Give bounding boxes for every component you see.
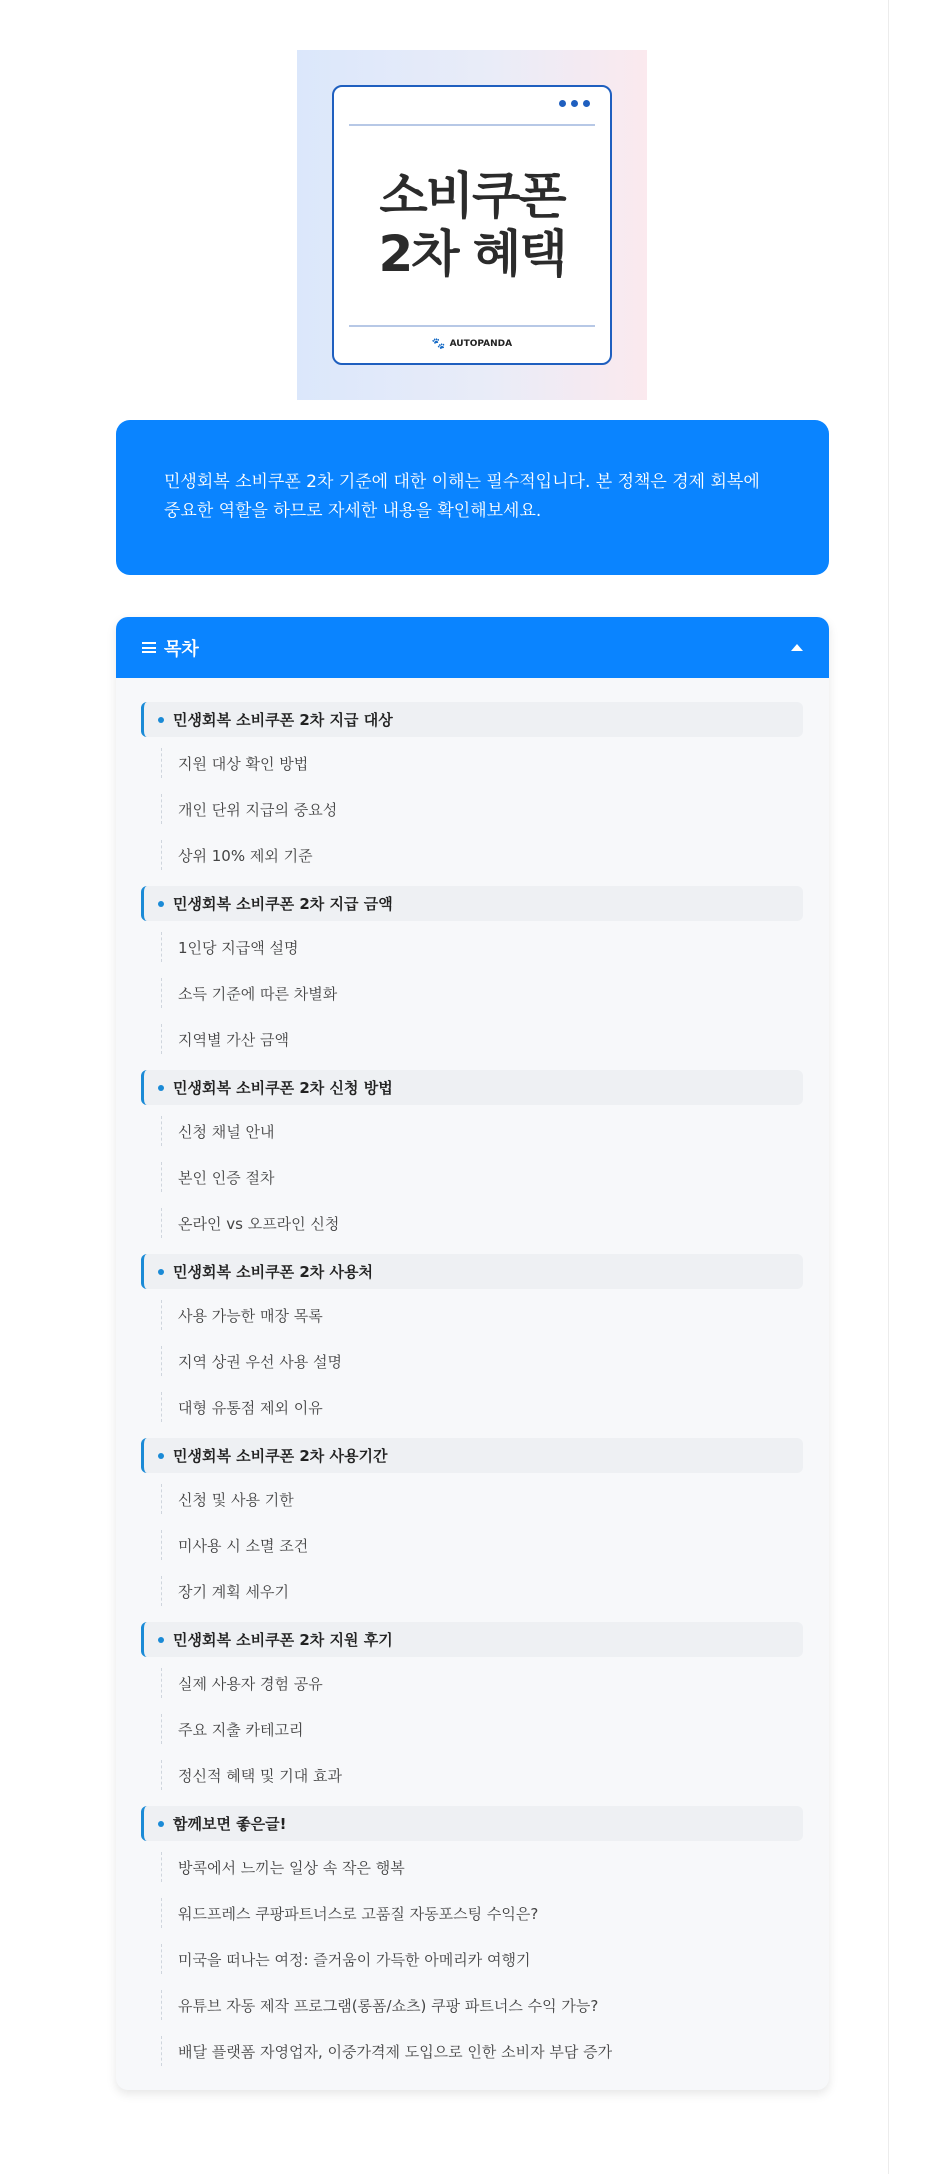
toc-subitem-link[interactable]: 대형 유통점 제외 이유: [161, 1392, 323, 1422]
toc-subitem-link[interactable]: 신청 및 사용 기한: [161, 1484, 294, 1514]
thumbnail-divider-top: [349, 124, 595, 126]
toc-section-label: 민생회복 소비쿠폰 2차 신청 방법: [173, 1079, 393, 1097]
bullet-dot-icon: [158, 1821, 164, 1827]
page-divider: [888, 0, 889, 2174]
more-dots-icon: [559, 100, 590, 107]
toc-subitem-link[interactable]: 본인 인증 절차: [161, 1162, 274, 1192]
toc-subitem-link[interactable]: 사용 가능한 매장 목록: [161, 1300, 323, 1330]
logo-text: AUTOPANDA: [449, 338, 513, 349]
toc-section-item[interactable]: [141, 886, 803, 921]
bullet-dot-icon: [158, 717, 164, 723]
toc-section-label: 민생회복 소비쿠폰 2차 지원 후기: [173, 1631, 393, 1649]
toc-subitem-link[interactable]: 주요 지출 카테고리: [161, 1714, 303, 1744]
toc-title: 목차: [164, 638, 199, 660]
toc-section-item[interactable]: [141, 1254, 803, 1289]
toc-subitem-link[interactable]: 신청 채널 안내: [161, 1116, 274, 1146]
toc-subitem-link[interactable]: 유튜브 자동 제작 프로그램(롱폼/쇼츠) 쿠팡 파트너스 수익 가능?: [161, 1990, 598, 2020]
toc-title-group: [142, 635, 199, 661]
toc-subitem-link[interactable]: 장기 계획 세우기: [161, 1576, 289, 1606]
table-of-contents: [116, 617, 829, 2090]
thumbnail-title: [334, 167, 610, 283]
bullet-dot-icon: [158, 1453, 164, 1459]
toc-subitem-link[interactable]: 워드프레스 쿠팡파트너스로 고품질 자동포스팅 수익은?: [161, 1898, 538, 1928]
toc-subitem-link[interactable]: 지역별 가산 금액: [161, 1024, 289, 1054]
toc-section-item[interactable]: [141, 1070, 803, 1105]
toc-section-label: 민생회복 소비쿠폰 2차 지급 금액: [173, 895, 393, 913]
toc-section-item[interactable]: [141, 1806, 803, 1841]
toc-section-label: 민생회복 소비쿠폰 2차 사용기간: [173, 1447, 388, 1465]
intro-text: 민생회복 소비쿠폰 2차 기준에 대한 이해는 필수적입니다. 본 정책은 경제 회복에 중요한 역할을 하므로 자세한 내용을 확인해보세요.: [164, 472, 760, 521]
thumbnail-card: [332, 85, 612, 365]
bullet-dot-icon: [158, 901, 164, 907]
post-thumbnail: [297, 50, 647, 400]
toc-subitem-link[interactable]: 미국을 떠나는 여정: 즐거움이 가득한 아메리카 여행기: [161, 1944, 530, 1974]
bullet-dot-icon: [158, 1637, 164, 1643]
toc-section-label: 민생회복 소비쿠폰 2차 지급 대상: [173, 711, 393, 729]
thumbnail-title-line2: 2차 혜택: [378, 225, 566, 283]
toc-section-item[interactable]: [141, 1622, 803, 1657]
toc-subitem-link[interactable]: 지역 상권 우선 사용 설명: [161, 1346, 342, 1376]
thumbnail-divider-bottom: [349, 325, 595, 327]
bullet-dot-icon: [158, 1085, 164, 1091]
toc-subitem-link[interactable]: 정신적 혜택 및 기대 효과: [161, 1760, 342, 1790]
toc-section-item[interactable]: [141, 1438, 803, 1473]
panda-icon: 🐾: [431, 337, 446, 350]
toc-subitem-link[interactable]: 배달 플랫폼 자영업자, 이중가격제 도입으로 인한 소비자 부담 증가: [161, 2036, 612, 2066]
toc-subitem-link[interactable]: 1인당 지급액 설명: [161, 932, 299, 962]
toc-section-item[interactable]: [141, 702, 803, 737]
toc-subitem-link[interactable]: 지원 대상 확인 방법: [161, 748, 308, 778]
toc-subitem-link[interactable]: 개인 단위 지급의 중요성: [161, 794, 337, 824]
bullet-dot-icon: [158, 1269, 164, 1275]
toc-header[interactable]: [116, 617, 829, 678]
toc-subitem-link[interactable]: 미사용 시 소멸 조건: [161, 1530, 308, 1560]
toc-subitem-link[interactable]: 소득 기준에 따른 차별화: [161, 978, 337, 1008]
menu-icon: [142, 642, 156, 653]
toc-subitem-link[interactable]: 실제 사용자 경험 공유: [161, 1668, 323, 1698]
toc-subitem-link[interactable]: 방콕에서 느끼는 일상 속 작은 행복: [161, 1852, 405, 1882]
autopanda-logo: [334, 337, 610, 350]
toc-subitem-link[interactable]: 온라인 vs 오프라인 신청: [161, 1208, 339, 1238]
toc-section-label: 민생회복 소비쿠폰 2차 사용처: [173, 1263, 373, 1281]
intro-box: [116, 420, 829, 575]
collapse-toggle-icon[interactable]: [791, 644, 803, 651]
thumbnail-title-line1: 소비쿠폰: [379, 167, 565, 225]
toc-subitem-link[interactable]: 상위 10% 제외 기준: [161, 840, 313, 870]
toc-section-label: 함께보면 좋은글!: [173, 1815, 287, 1833]
